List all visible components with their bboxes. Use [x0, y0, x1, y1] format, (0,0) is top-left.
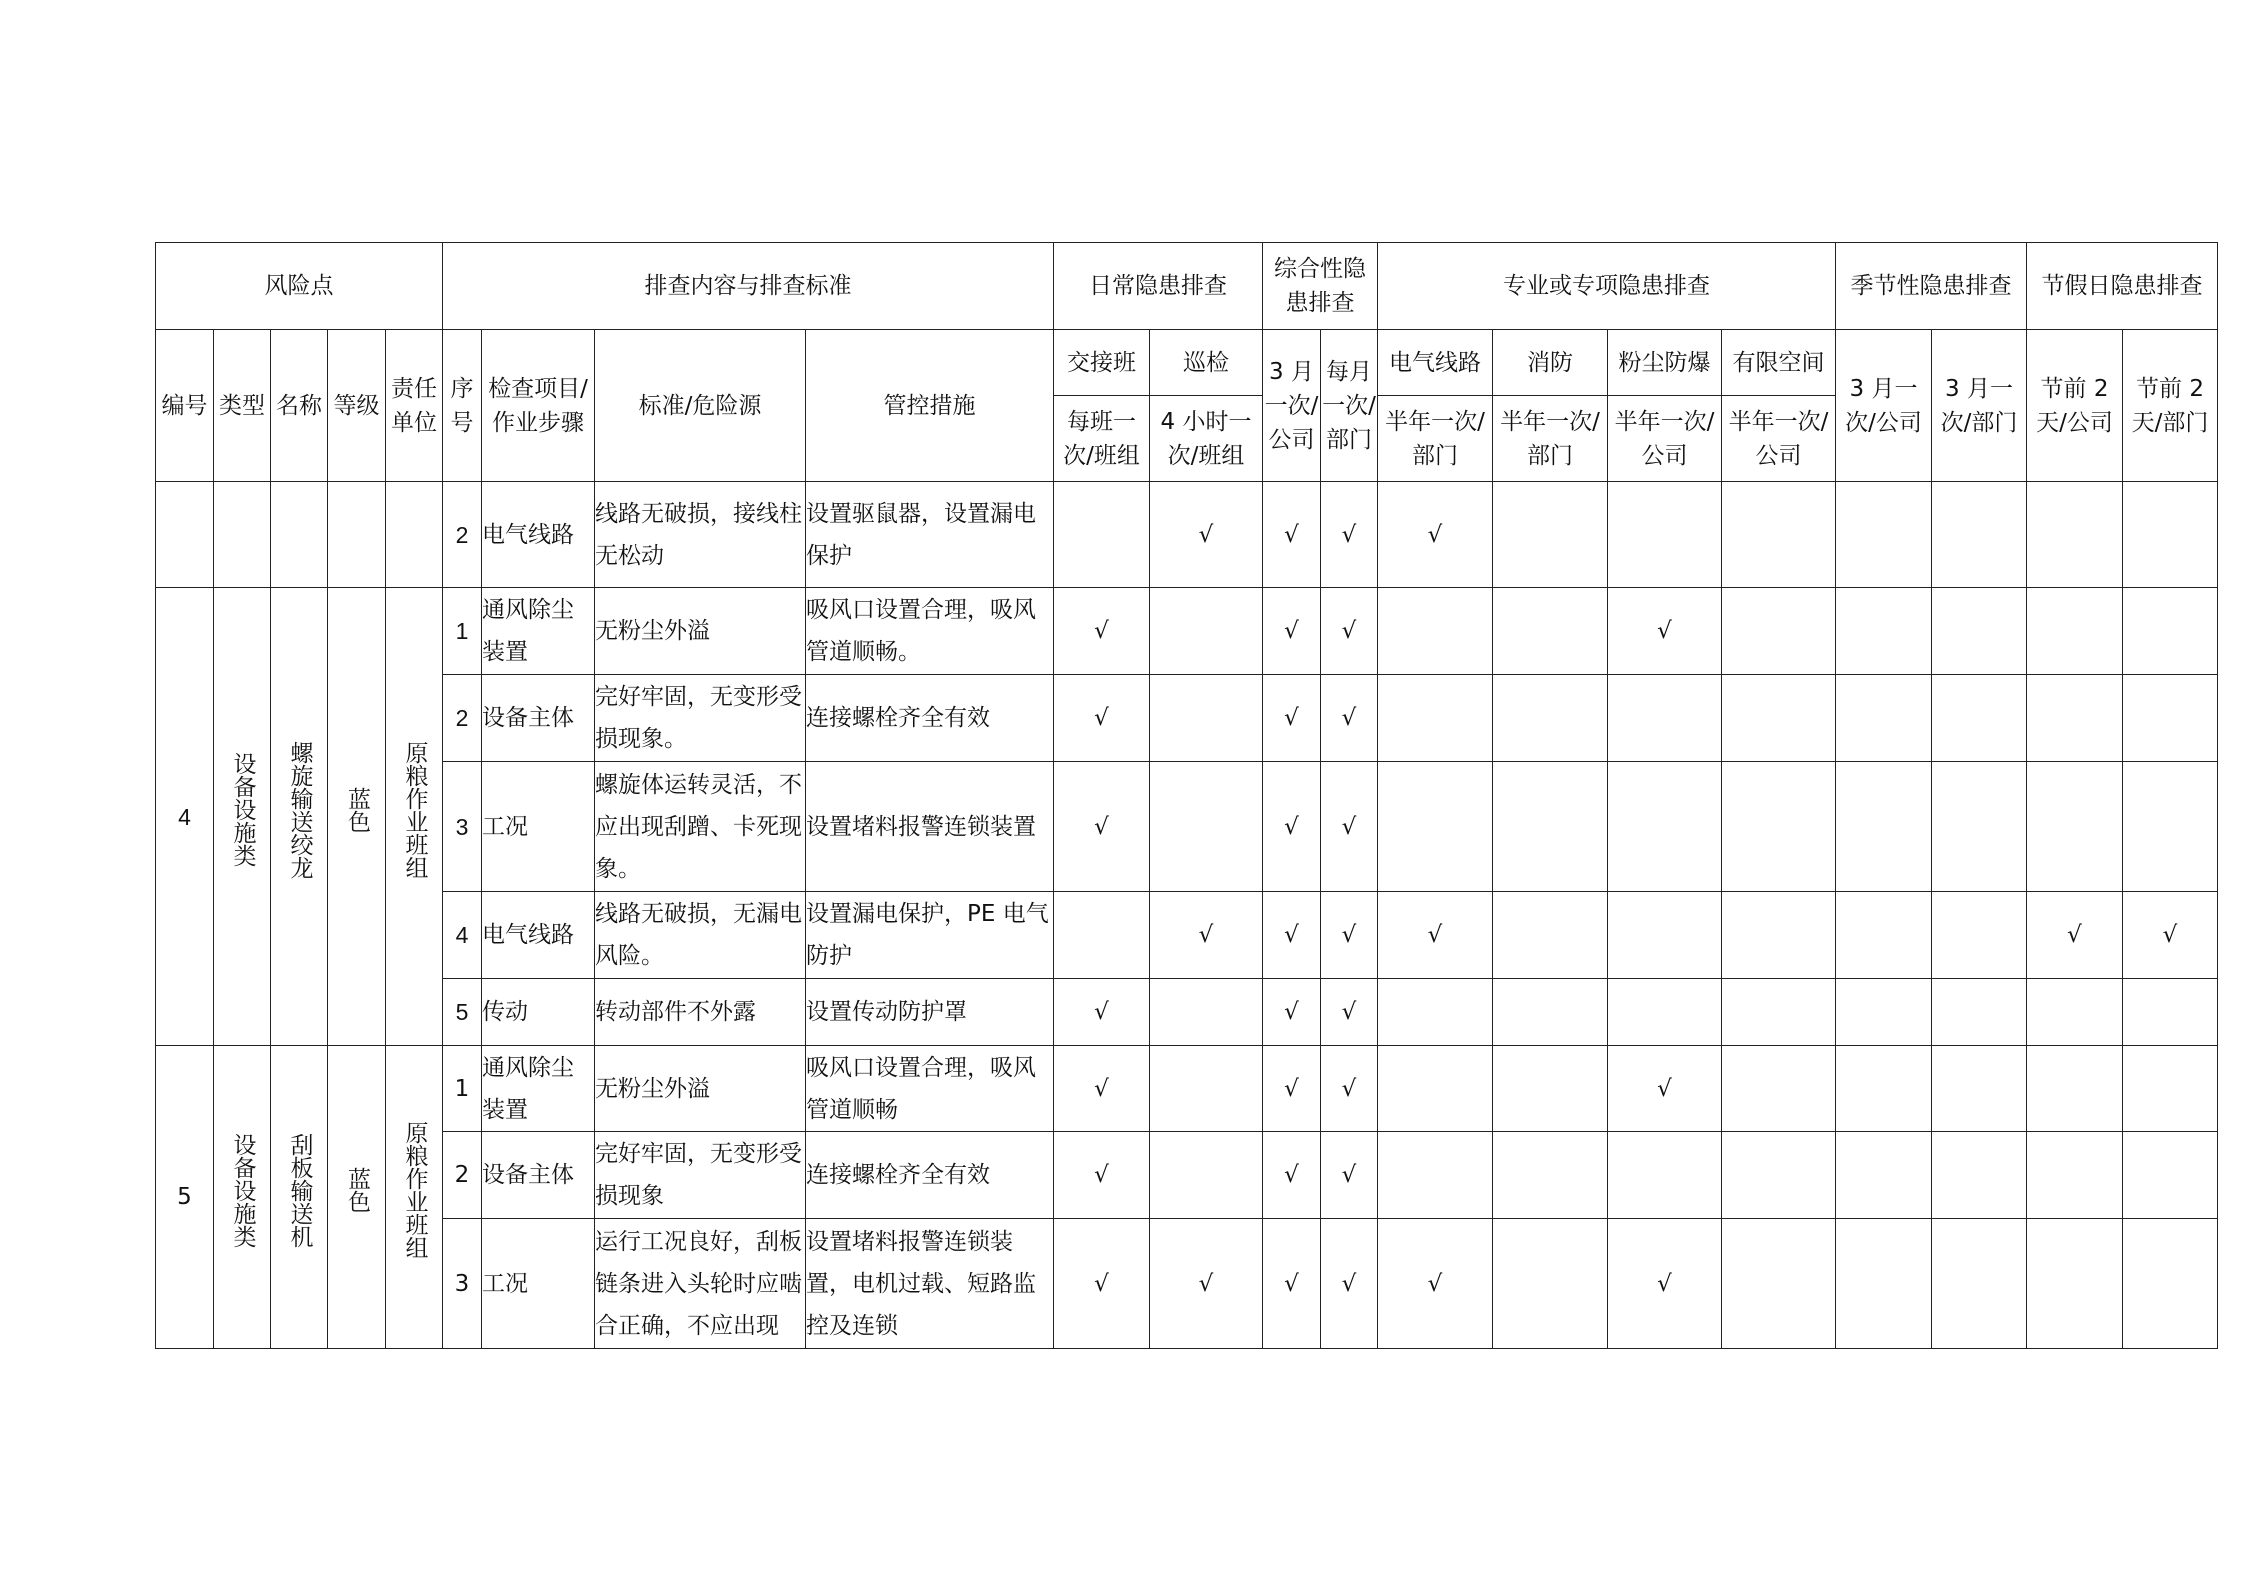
check-mark: √ — [1378, 1219, 1493, 1349]
check-mark: √ — [1263, 892, 1321, 979]
col-measure: 管控措施 — [806, 330, 1054, 482]
header-row-2 — [156, 330, 2218, 396]
table-row — [156, 762, 2218, 892]
row-seq: 3 — [443, 762, 482, 892]
row-measure: 连接螺栓齐全有效 — [806, 675, 1054, 762]
check-mark: √ — [1054, 979, 1150, 1046]
col-holiday-dept: 节前 2 天/部门 — [2123, 330, 2218, 482]
check-mark: √ — [1054, 1132, 1150, 1219]
check-mark: √ — [1150, 482, 1263, 588]
check-mark: √ — [1608, 1046, 1722, 1132]
risk-inspection-table — [155, 242, 2218, 1349]
check-mark: √ — [1263, 979, 1321, 1046]
row-seq: 2 — [443, 1132, 482, 1219]
group-level: 蓝色 — [328, 588, 386, 1046]
check-mark: √ — [1263, 1219, 1321, 1349]
check-mark: √ — [1054, 675, 1150, 762]
col-standard: 标准/危险源 — [595, 330, 806, 482]
header-holiday: 节假日隐患排查 — [2027, 243, 2218, 330]
row-item: 工况 — [482, 762, 595, 892]
col-dust-freq: 半年一次/公司 — [1608, 396, 1722, 482]
group-type: 设备设施类 — [214, 588, 271, 1046]
col-level: 等级 — [328, 330, 386, 482]
check-mark: √ — [1054, 762, 1150, 892]
check-mark: √ — [1150, 1219, 1263, 1349]
row-seq: 2 — [443, 482, 482, 588]
group-number: 5 — [156, 1046, 214, 1349]
check-mark: √ — [1263, 1132, 1321, 1219]
check-mark: √ — [1321, 675, 1378, 762]
col-seq: 序号 — [443, 330, 482, 482]
check-mark: √ — [1378, 482, 1493, 588]
row-item: 工况 — [482, 1219, 595, 1349]
check-mark: √ — [1321, 588, 1378, 675]
row-seq: 2 — [443, 675, 482, 762]
row-seq: 1 — [443, 588, 482, 675]
row-measure: 设置堵料报警连锁装置 — [806, 762, 1054, 892]
row-measure: 设置传动防护罩 — [806, 979, 1054, 1046]
col-item: 检查项目/作业步骤 — [482, 330, 595, 482]
row-measure: 连接螺栓齐全有效 — [806, 1132, 1054, 1219]
row-standard: 运行工况良好，刮板链条进入头轮时应啮合正确，不应出现 — [595, 1219, 806, 1349]
header-daily: 日常隐患排查 — [1054, 243, 1263, 330]
col-dust: 粉尘防爆 — [1608, 330, 1722, 396]
row-measure: 设置漏电保护，PE 电气防护 — [806, 892, 1054, 979]
group-unit: 原粮作业班组 — [386, 1046, 443, 1349]
check-mark: √ — [1608, 588, 1722, 675]
check-mark: √ — [1150, 892, 1263, 979]
row-item: 设备主体 — [482, 1132, 595, 1219]
check-mark: √ — [2123, 892, 2218, 979]
col-fire: 消防 — [1493, 330, 1608, 396]
row-item: 通风除尘装置 — [482, 588, 595, 675]
check-mark: √ — [1321, 762, 1378, 892]
row-standard: 转动部件不外露 — [595, 979, 806, 1046]
col-season-company: 3 月一次/公司 — [1836, 330, 1932, 482]
check-mark: √ — [2027, 892, 2123, 979]
row-standard: 完好牢固，无变形受损现象。 — [595, 675, 806, 762]
row-standard: 完好牢固，无变形受损现象 — [595, 1132, 806, 1219]
check-mark: √ — [1321, 892, 1378, 979]
check-mark: √ — [1263, 588, 1321, 675]
col-patrol-freq: 4 小时一次/班组 — [1150, 396, 1263, 482]
row-measure: 设置堵料报警连锁装置，电机过载、短路监控及连锁 — [806, 1219, 1054, 1349]
table-row — [156, 1219, 2218, 1349]
group-type: 设备设施类 — [214, 1046, 271, 1349]
group-name: 刮板输送机 — [271, 1046, 328, 1349]
group-unit: 原粮作业班组 — [386, 588, 443, 1046]
check-mark: √ — [1263, 675, 1321, 762]
col-type: 类型 — [214, 330, 271, 482]
group-name: 螺旋输送绞龙 — [271, 588, 328, 1046]
row-standard: 无粉尘外溢 — [595, 588, 806, 675]
row-standard: 线路无破损，接线柱无松动 — [595, 482, 806, 588]
header-row-1 — [156, 243, 2218, 330]
row-item: 设备主体 — [482, 675, 595, 762]
check-mark: √ — [1321, 979, 1378, 1046]
col-comp-company: 3 月一次/公司 — [1263, 330, 1321, 482]
check-mark: √ — [1263, 762, 1321, 892]
col-comp-dept: 每月一次/部门 — [1321, 330, 1378, 482]
col-handover: 交接班 — [1054, 330, 1150, 396]
check-mark: √ — [1054, 1219, 1150, 1349]
col-holiday-company: 节前 2 天/公司 — [2027, 330, 2123, 482]
check-mark: √ — [1608, 1219, 1722, 1349]
group-level: 蓝色 — [328, 1046, 386, 1349]
row-seq: 4 — [443, 892, 482, 979]
row-item: 传动 — [482, 979, 595, 1046]
row-seq: 3 — [443, 1219, 482, 1349]
table-row — [156, 1132, 2218, 1219]
row-measure: 吸风口设置合理，吸风管道顺畅。 — [806, 588, 1054, 675]
row-measure: 设置驱鼠器，设置漏电保护 — [806, 482, 1054, 588]
col-no: 编号 — [156, 330, 214, 482]
table-row — [156, 979, 2218, 1046]
col-electric: 电气线路 — [1378, 330, 1493, 396]
row-standard: 线路无破损，无漏电风险。 — [595, 892, 806, 979]
check-mark: √ — [1263, 482, 1321, 588]
col-confined-freq: 半年一次/公司 — [1722, 396, 1836, 482]
col-confined: 有限空间 — [1722, 330, 1836, 396]
row-standard: 无粉尘外溢 — [595, 1046, 806, 1132]
table-row — [156, 482, 2218, 588]
col-patrol: 巡检 — [1150, 330, 1263, 396]
header-seasonal: 季节性隐患排查 — [1836, 243, 2027, 330]
col-electric-freq: 半年一次/部门 — [1378, 396, 1493, 482]
header-professional: 专业或专项隐患排查 — [1378, 243, 1836, 330]
group-number: 4 — [156, 588, 214, 1046]
table-row — [156, 1046, 2218, 1132]
col-season-dept: 3 月一次/部门 — [1932, 330, 2027, 482]
check-mark: √ — [1321, 1132, 1378, 1219]
table-row — [156, 892, 2218, 979]
row-seq: 1 — [443, 1046, 482, 1132]
row-item: 电气线路 — [482, 892, 595, 979]
check-mark: √ — [1321, 1046, 1378, 1132]
col-handover-freq: 每班一次/班组 — [1054, 396, 1150, 482]
row-item: 电气线路 — [482, 482, 595, 588]
table-row — [156, 588, 2218, 675]
table-row — [156, 675, 2218, 762]
check-mark: √ — [1054, 588, 1150, 675]
col-fire-freq: 半年一次/部门 — [1493, 396, 1608, 482]
check-mark: √ — [1054, 1046, 1150, 1132]
check-mark: √ — [1263, 1046, 1321, 1132]
row-seq: 5 — [443, 979, 482, 1046]
check-mark: √ — [1378, 892, 1493, 979]
row-measure: 吸风口设置合理，吸风管道顺畅 — [806, 1046, 1054, 1132]
check-mark: √ — [1321, 482, 1378, 588]
row-item: 通风除尘装置 — [482, 1046, 595, 1132]
header-risk-point: 风险点 — [156, 243, 443, 330]
header-content-standard: 排查内容与排查标准 — [443, 243, 1054, 330]
header-comprehensive: 综合性隐患排查 — [1263, 243, 1378, 330]
col-name: 名称 — [271, 330, 328, 482]
row-standard: 螺旋体运转灵活，不应出现刮蹭、卡死现象。 — [595, 762, 806, 892]
check-mark: √ — [1321, 1219, 1378, 1349]
col-unit: 责任单位 — [386, 330, 443, 482]
